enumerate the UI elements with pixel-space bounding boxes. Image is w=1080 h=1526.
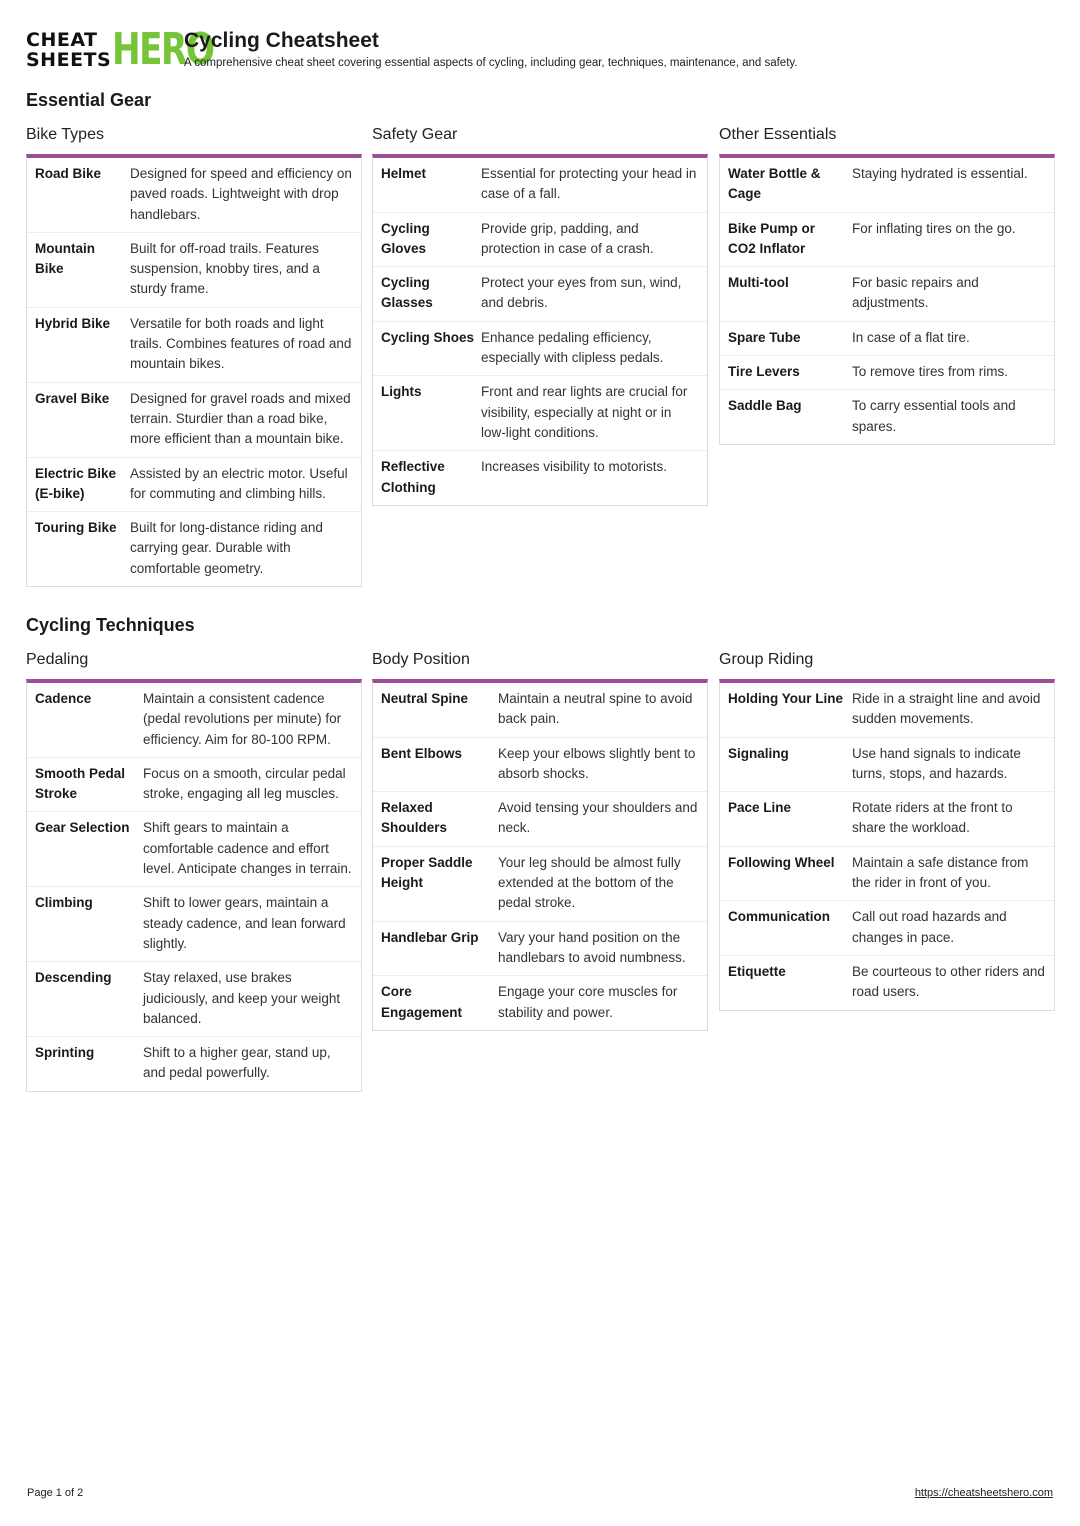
description: Maintain a safe distance from the rider in front of you. bbox=[852, 854, 1029, 891]
description: Shift gears to maintain a comfortable cadence and effort level. Anticipate changes in terrain. bbox=[143, 820, 352, 877]
term: Gravel Bike bbox=[35, 390, 110, 406]
term: Cycling Shoes bbox=[381, 329, 475, 345]
description: Maintain a consistent cadence (pedal revolutions per minute) for efficiency. Aim for 80-100 RPM. bbox=[143, 691, 342, 747]
description: For inflating tires on the go. bbox=[852, 220, 1016, 236]
term: Electric Bike (E-bike) bbox=[35, 465, 117, 501]
description: Call out road hazards and changes in pace. bbox=[852, 909, 1007, 945]
term: Signaling bbox=[728, 745, 789, 761]
term: Cycling Gloves bbox=[381, 220, 430, 256]
logo-word-hero: HERO bbox=[112, 24, 214, 75]
description: Use hand signals to indicate turns, stops, and hazards. bbox=[852, 745, 1021, 781]
card-title: Pedaling bbox=[26, 651, 89, 668]
term: Road Bike bbox=[35, 166, 102, 181]
table-row bbox=[720, 213, 1054, 268]
table-row bbox=[720, 683, 1054, 738]
description: Versatile for both roads and light trails. Combines features of road and mountain bikes. bbox=[130, 315, 352, 372]
term: Bent Elbows bbox=[381, 745, 463, 761]
description: To carry essential tools and spares. bbox=[852, 398, 1016, 434]
description: Designed for speed and efficiency on paved roads. Lightweight with drop handlebars. bbox=[130, 166, 352, 222]
table-row bbox=[720, 792, 1054, 847]
table-row bbox=[27, 233, 361, 308]
page-header bbox=[26, 24, 798, 75]
description: Built for off-road trails. Features suspension, knobby tires, and a sturdy frame. bbox=[130, 240, 320, 297]
term: Sprinting bbox=[35, 1045, 95, 1061]
description: Keep your elbows slightly bent to absorb shocks. bbox=[498, 745, 696, 781]
description: Enhance pedaling efficiency, especially with clipless pedals. bbox=[481, 329, 664, 366]
term: Smooth Pedal Stroke bbox=[35, 765, 126, 802]
table-row bbox=[373, 683, 707, 738]
description: Vary your hand position on the handlebars to avoid numbness. bbox=[498, 929, 686, 965]
card-title: Safety Gear bbox=[372, 126, 458, 143]
table-row bbox=[373, 738, 707, 793]
logo-word-cheat: CHEAT bbox=[26, 29, 98, 51]
table-row bbox=[27, 758, 361, 813]
table-row bbox=[373, 792, 707, 847]
description: Stay relaxed, use brakes judiciously, and keep your weight balanced. bbox=[143, 970, 341, 1026]
table-row bbox=[373, 322, 707, 377]
table-row bbox=[720, 322, 1054, 356]
table-row bbox=[373, 847, 707, 922]
description: For basic repairs and adjustments. bbox=[852, 275, 979, 311]
card-group-riding bbox=[719, 650, 1055, 1011]
term: Spare Tube bbox=[728, 329, 801, 345]
description: In case of a flat tire. bbox=[852, 329, 970, 345]
description: Provide grip, padding, and protection in case of a crash. bbox=[481, 220, 654, 256]
card-bike-types bbox=[26, 125, 362, 587]
table-row bbox=[27, 158, 361, 233]
page-title: Cycling Cheatsheet bbox=[184, 29, 379, 52]
description: Designed for gravel roads and mixed terrain. Sturdier than a road bike, more efficient than a mountain bike. bbox=[130, 390, 351, 447]
term: Reflective Clothing bbox=[381, 459, 445, 495]
definition-table bbox=[372, 154, 708, 506]
definition-table bbox=[719, 679, 1055, 1011]
description: Be courteous to other riders and road users. bbox=[852, 963, 1045, 1000]
term: Tire Levers bbox=[728, 364, 800, 380]
table-row bbox=[27, 887, 361, 962]
table-row bbox=[373, 158, 707, 213]
description: Front and rear lights are crucial for visibility, especially at night or in low-light conditions. bbox=[481, 384, 688, 440]
term: Mountain Bike bbox=[35, 240, 95, 277]
table-row bbox=[373, 451, 707, 505]
term: Communication bbox=[728, 909, 831, 925]
card-title: Body Position bbox=[372, 651, 470, 668]
table-row bbox=[27, 458, 361, 513]
card-title: Bike Types bbox=[26, 126, 104, 143]
table-row bbox=[720, 356, 1054, 390]
term: Saddle Bag bbox=[728, 398, 802, 414]
page-number: Page 1 of 2 bbox=[27, 1487, 84, 1499]
table-row bbox=[27, 1037, 361, 1091]
description: Protect your eyes from sun, wind, and debris. bbox=[481, 275, 682, 311]
table-row bbox=[720, 390, 1054, 444]
card-safety-gear bbox=[372, 125, 708, 506]
description: Shift to a higher gear, stand up, and pedal powerfully. bbox=[143, 1045, 331, 1081]
description: Ride in a straight line and avoid sudden movements. bbox=[852, 691, 1041, 727]
description: Staying hydrated is essential. bbox=[852, 166, 1028, 181]
table-row bbox=[720, 158, 1054, 213]
description: Engage your core muscles for stability and power. bbox=[498, 984, 678, 1020]
description: Maintain a neutral spine to avoid back pain. bbox=[498, 691, 693, 727]
description: Rotate riders at the front to share the workload. bbox=[852, 800, 1013, 836]
description: Focus on a smooth, circular pedal stroke, engaging all leg muscles. bbox=[143, 765, 346, 802]
term: Neutral Spine bbox=[381, 691, 469, 706]
term: Descending bbox=[35, 970, 112, 986]
card-other-essentials bbox=[719, 125, 1055, 445]
definition-table bbox=[372, 679, 708, 1031]
card-title: Other Essentials bbox=[719, 126, 837, 143]
table-row bbox=[373, 976, 707, 1030]
term: Water Bottle & Cage bbox=[728, 166, 821, 202]
description: Avoid tensing your shoulders and neck. bbox=[498, 800, 698, 836]
table-row bbox=[373, 213, 707, 268]
table-row bbox=[373, 376, 707, 451]
table-row bbox=[720, 956, 1054, 1010]
table-row bbox=[720, 738, 1054, 793]
table-row bbox=[720, 901, 1054, 956]
definition-table bbox=[719, 154, 1055, 445]
term: Bike Pump or CO2 Inflator bbox=[728, 220, 816, 256]
description: Essential for protecting your head in case of a fall. bbox=[481, 166, 697, 202]
description: To remove tires from rims. bbox=[852, 364, 1009, 380]
table-row bbox=[27, 683, 361, 758]
table-row bbox=[27, 962, 361, 1037]
term: Gear Selection bbox=[35, 820, 130, 836]
term: Proper Saddle Height bbox=[381, 854, 473, 891]
table-row bbox=[373, 922, 707, 977]
term: Climbing bbox=[35, 895, 93, 911]
term: Core Engagement bbox=[381, 984, 463, 1020]
term: Etiquette bbox=[728, 963, 786, 979]
table-row bbox=[373, 267, 707, 322]
card-title: Group Riding bbox=[719, 651, 814, 668]
site-link[interactable]: https://cheatsheetshero.com bbox=[914, 1487, 1053, 1499]
table-row bbox=[27, 308, 361, 383]
term: Hybrid Bike bbox=[35, 315, 111, 331]
logo-word-sheets: SHEETS bbox=[26, 49, 112, 71]
term: Cadence bbox=[35, 691, 92, 706]
description: Your leg should be almost fully extended at the bottom of the pedal stroke. bbox=[498, 854, 681, 911]
description: Increases visibility to motorists. bbox=[481, 459, 668, 475]
table-row bbox=[27, 383, 361, 458]
table-row bbox=[27, 812, 361, 887]
table-row bbox=[27, 512, 361, 586]
term: Handlebar Grip bbox=[381, 929, 479, 945]
table-row bbox=[720, 847, 1054, 902]
description: Built for long-distance riding and carrying gear. Durable with comfortable geometry. bbox=[130, 520, 323, 576]
term: Pace Line bbox=[728, 800, 792, 816]
term: Helmet bbox=[381, 166, 427, 181]
card-pedaling bbox=[26, 650, 362, 1092]
term: Touring Bike bbox=[35, 520, 117, 536]
term: Lights bbox=[381, 384, 422, 400]
table-row bbox=[720, 267, 1054, 322]
card-body-position bbox=[372, 650, 708, 1031]
section-title-essential-gear: Essential Gear bbox=[26, 90, 152, 110]
page-subtitle: A comprehensive cheat sheet covering essential aspects of cycling, including gear, techniques, maintenance, and safety. bbox=[184, 57, 798, 69]
term: Cycling Glasses bbox=[381, 275, 433, 311]
term: Multi-tool bbox=[728, 275, 789, 291]
term: Following Wheel bbox=[728, 854, 835, 870]
definition-table bbox=[26, 154, 362, 587]
section-title-cycling-techniques: Cycling Techniques bbox=[26, 615, 195, 635]
description: Shift to lower gears, maintain a steady cadence, and lean forward slightly. bbox=[143, 895, 346, 951]
term: Relaxed Shoulders bbox=[381, 800, 448, 836]
term: Holding Your Line bbox=[728, 691, 843, 706]
definition-table bbox=[26, 679, 362, 1092]
description: Assisted by an electric motor. Useful for commuting and climbing hills. bbox=[130, 465, 348, 501]
